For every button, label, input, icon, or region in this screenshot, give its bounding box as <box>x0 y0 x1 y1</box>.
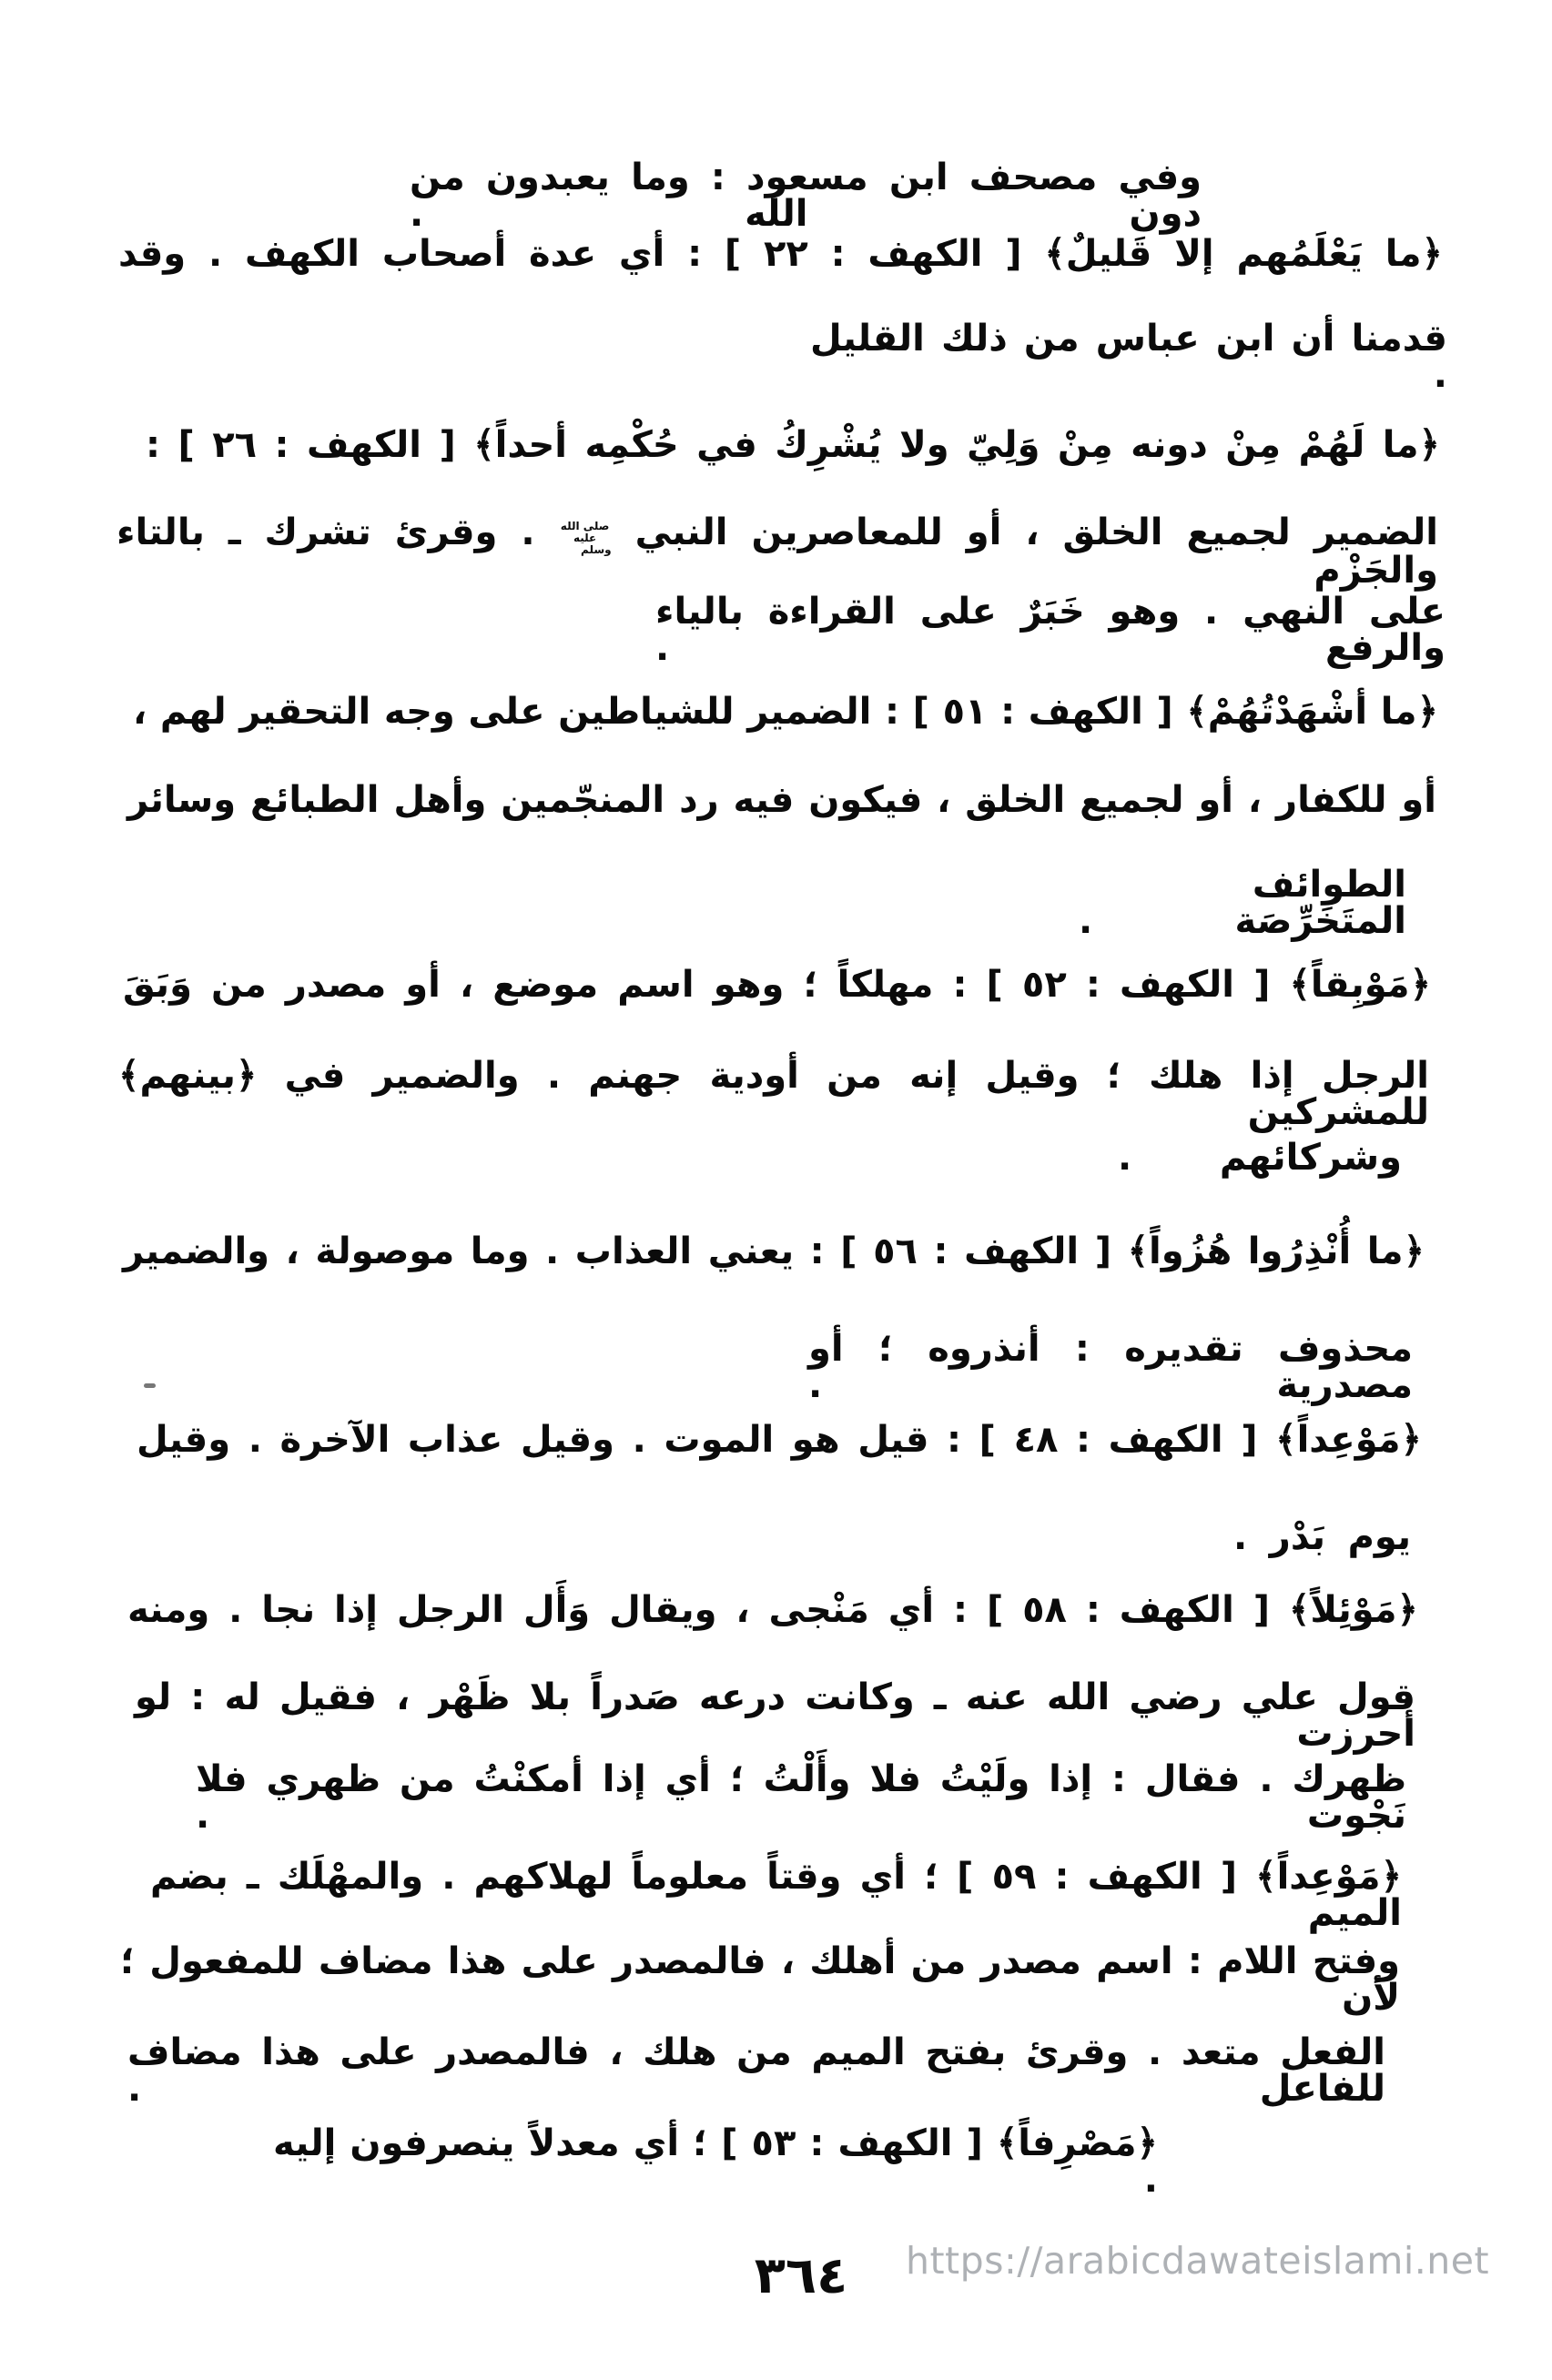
text-line: الطوائف المتَخَرِّصَة . <box>1079 864 1406 942</box>
text-line: قدمنا أن ابن عباس من ذلك القليل . <box>810 318 1447 396</box>
text-line: ﴿مَوْئِلاً﴾ [ الكهف : ٥٨ ] : أي مَنْجى ، ويقال وَأَل الرجل إذا نجا . ومنه <box>127 1589 1418 1631</box>
page-number: ٣٦٤ <box>754 2246 848 2305</box>
text-line: الرجل إذا هلك ؛ وقيل إنه من أودية جهنم . والضمير في ﴿بينهم﴾ للمشركين <box>118 1055 1429 1133</box>
text-segment: . وقرئ تشرك ـ بالتاء والجَزْم <box>117 511 1438 592</box>
text-line: محذوف تقديره : أنذروه ؛ أو مصدرية . <box>808 1328 1413 1406</box>
text-line: وفي مصحف ابن مسعود : وما يعبدون من دون الله . <box>410 157 1202 235</box>
text-line: ﴿ما يَعْلَمُهم إلا قَليلٌ﴾ [ الكهف : ٢٢ ] : أي عدة أصحاب الكهف . وقد <box>118 233 1443 275</box>
text-line: ﴿مَوْعِداً﴾ [ الكهف : ٥٩ ] ؛ أي وقتاً معلوماً لهلاكهم . والمهْلَك ـ بضم الميم <box>150 1856 1403 1934</box>
text-line: ﴿مَصْرِفاً﴾ [ الكهف : ٥٣ ] ؛ أي معدلاً ينصرفون إليه . <box>273 2122 1158 2201</box>
text-line: أو للكفار ، أو لجميع الخلق ، فيكون فيه رد المنجّمين وأهل الطبائع وسائر <box>127 779 1436 821</box>
text-segment: الضمير لجميع الخلق ، أو للمعاصرين النبي <box>611 511 1438 553</box>
text-line: على النهي . وهو خَبَرٌ على القراءة بالياء والرفع . <box>655 591 1445 669</box>
text-line: الفعل متعد . وقرئ بفتح الميم من هلك ، فالمصدر على هذا مضاف للفاعل . <box>127 2031 1385 2110</box>
sallallahu-alayhi-wasallam-symbol: صلى الله عليه وسلم <box>560 519 612 556</box>
text-line: ظهرك . فقال : إذا ولَيْتُ فلا وأَلْتُ ؛ أي إذا أمكنْتُ من ظهري فلا نَجْوت . <box>196 1758 1406 1837</box>
text-line: ﴿مَوْعِداً﴾ [ الكهف : ٤٨ ] : قيل هو الموت . وقيل عذاب الآخرة . وقيل <box>137 1419 1422 1461</box>
text-line: ﴿مَوْبِقاً﴾ [ الكهف : ٥٢ ] : مهلكاً ؛ وهو اسم موضع ، أو مصدر من وَبَقَ <box>123 964 1431 1006</box>
text-line: ﴿ما أُنْذِرُوا هُزُواً﴾ [ الكهف : ٥٦ ] : يعني العذاب . وما موصولة ، والضمير <box>123 1231 1425 1272</box>
text-line: يوم بَدْر . <box>1233 1516 1411 1558</box>
text-line: قول علي رضي الله عنه ـ وكانت درعه صَدراً بلا ظَهْر ، فقيل له : لو أحرزت <box>135 1676 1415 1755</box>
text-line: وفتح اللام : اسم مصدر من أهلك ، فالمصدر على هذا مضاف للمفعول ؛ لأن <box>120 1940 1400 2019</box>
text-line <box>117 511 1438 592</box>
text-line: ﴿ما أشْهَدْتُهُمْ﴾ [ الكهف : ٥١ ] : الضمير للشياطين على وجه التحقير لهم ، <box>133 691 1439 733</box>
text-line: ﴿ما لَهُمْ مِنْ دونه مِنْ وَلِيّ ولا يُشْرِكُ في حُكْمِه أحداً﴾ [ الكهف : ٢٦ ] : <box>146 424 1440 466</box>
watermark-url: https://arabicdawateislami.net <box>906 2239 1490 2283</box>
text-line: وشركائهم . <box>1118 1137 1402 1179</box>
scan-speck <box>144 1383 156 1388</box>
